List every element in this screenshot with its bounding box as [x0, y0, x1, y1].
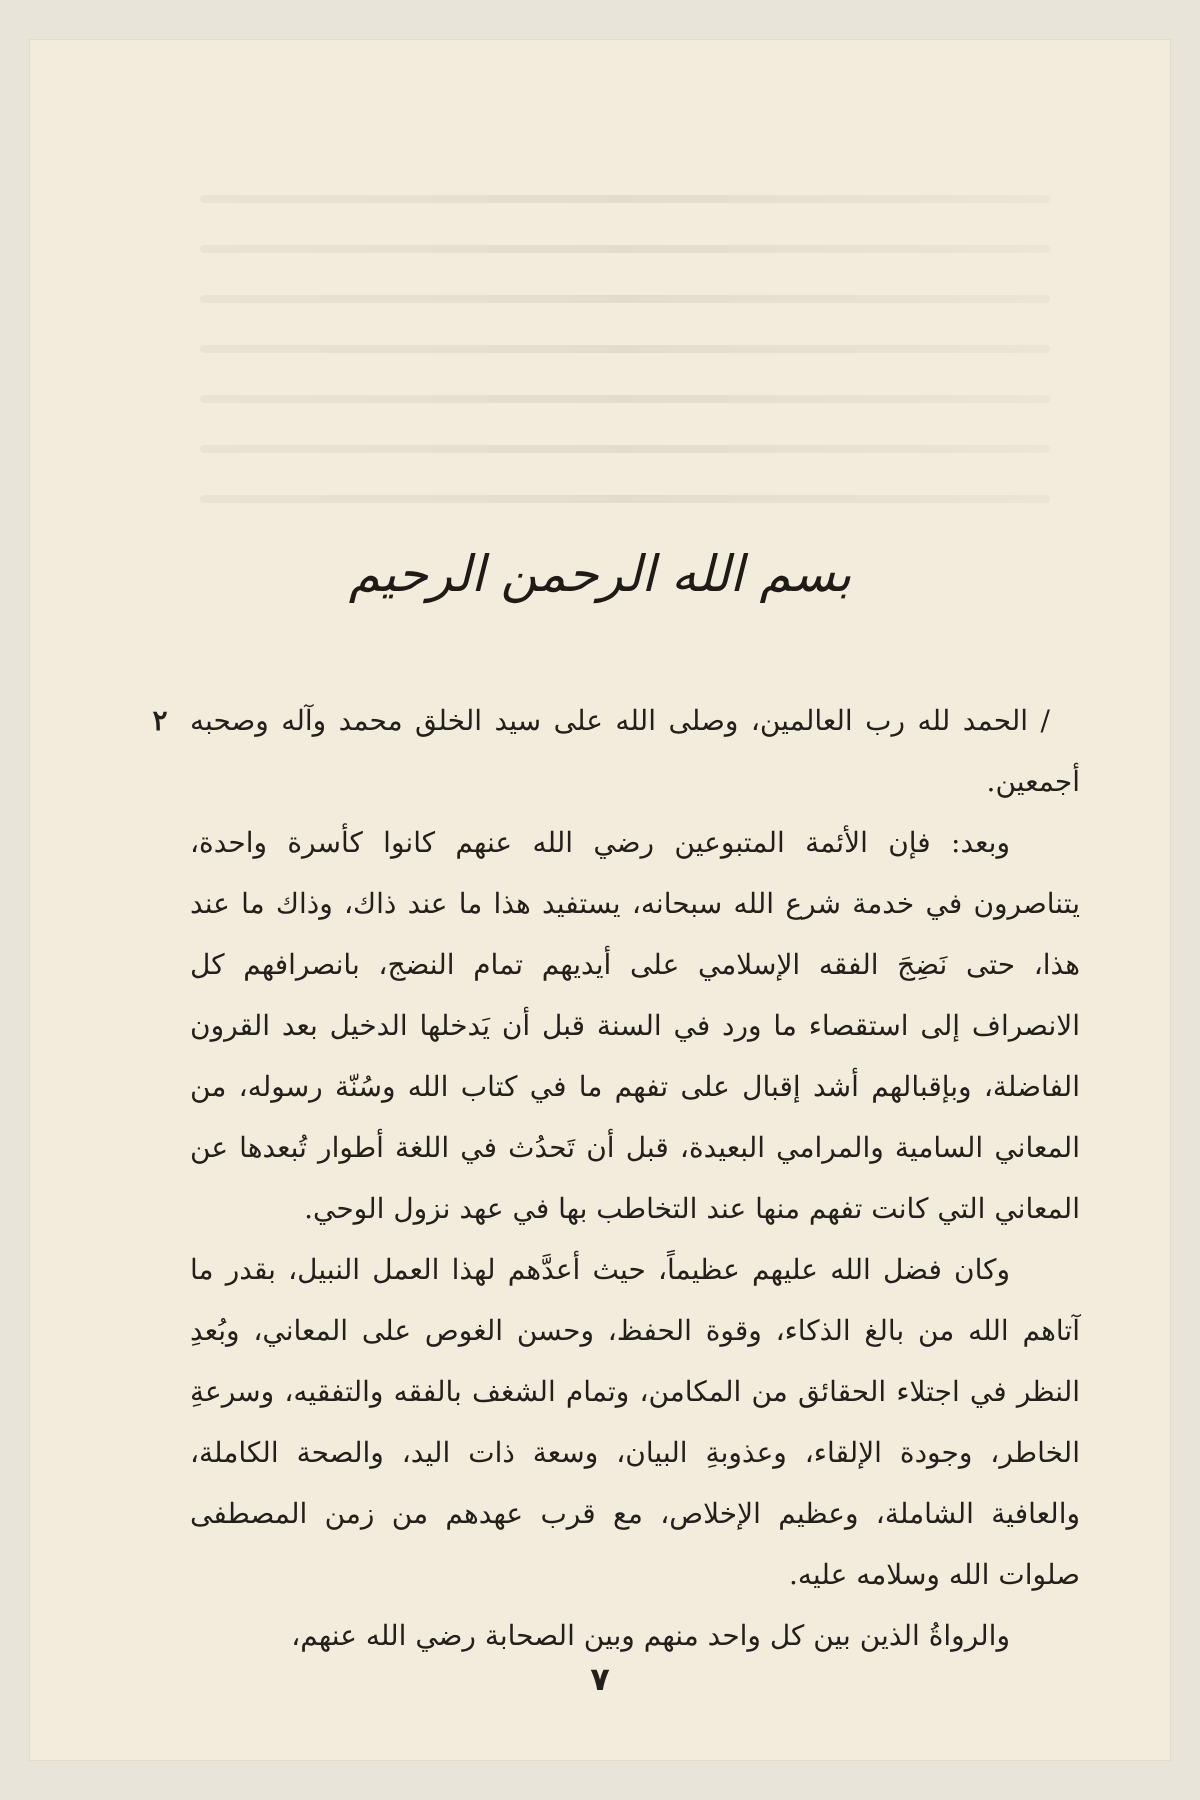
show-through-line: [200, 295, 1050, 303]
show-through-line: [200, 395, 1050, 403]
body-text: [190, 690, 1080, 1666]
paragraph: والرواةُ الذين بين كل واحد منهم وبين الصحابة رضي الله عنهم،: [291, 1619, 1010, 1652]
basmala-heading: بسم الله الرحمن الرحيم: [348, 545, 852, 603]
book-page: [30, 40, 1170, 1760]
show-through-line: [200, 445, 1050, 453]
paragraph-opening: / الحمد لله رب العالمين، وصلى الله على سيد الخلق محمد وآله وصحبه أجمعين.: [190, 704, 1080, 798]
show-through-line: [200, 195, 1050, 203]
paragraph: وبعد: فإن الأئمة المتبوعين رضي الله عنهم كانوا كأسرة واحدة، يتناصرون في خدمة شرع الله سبحانه، يستفيد هذا ما عند ذاك، وذاك ما عند هذا، حتى نَضِجَ الفقه الإسلامي على أيديهم تمام النضج، بانصرافهم كل الانصراف إلى استقصاء ما ورد في السنة قبل أن يَدخلها الدخيل بعد القرون الفاضلة، وبإقبالهم أشد إقبال على تفهم ما في كتاب الله وسُنّة رسوله، من المعاني السامية والمرامي البعيدة، قبل أن تَحدُث في اللغة أطوار تُبعدها عن المعاني التي كانت تفهم منها عند التخاطب بها في عهد نزول الوحي.: [190, 826, 1080, 1225]
margin-page-mark: ٢: [152, 704, 168, 737]
show-through-line: [200, 245, 1050, 253]
show-through-line: [200, 495, 1050, 503]
page-number: ٧: [590, 1660, 610, 1698]
show-through-line: [200, 345, 1050, 353]
paragraph: وكان فضل الله عليهم عظيماً، حيث أعدَّهم لهذا العمل النبيل، بقدر ما آتاهم الله من بالغ الذكاء، وقوة الحفظ، وحسن الغوص على المعاني، وبُعدِ النظر في اجتلاء الحقائق من المكامن، وتمام الشغف بالفقه والتفقيه، وسرعةِ الخاطر، وجودة الإلقاء، وعذوبةِ البيان، وسعة ذات اليد، والصحة الكاملة، والعافية الشاملة، وعظيم الإخلاص، مع قرب عهدهم من زمن المصطفى صلوات الله وسلامه عليه.: [190, 1253, 1081, 1591]
